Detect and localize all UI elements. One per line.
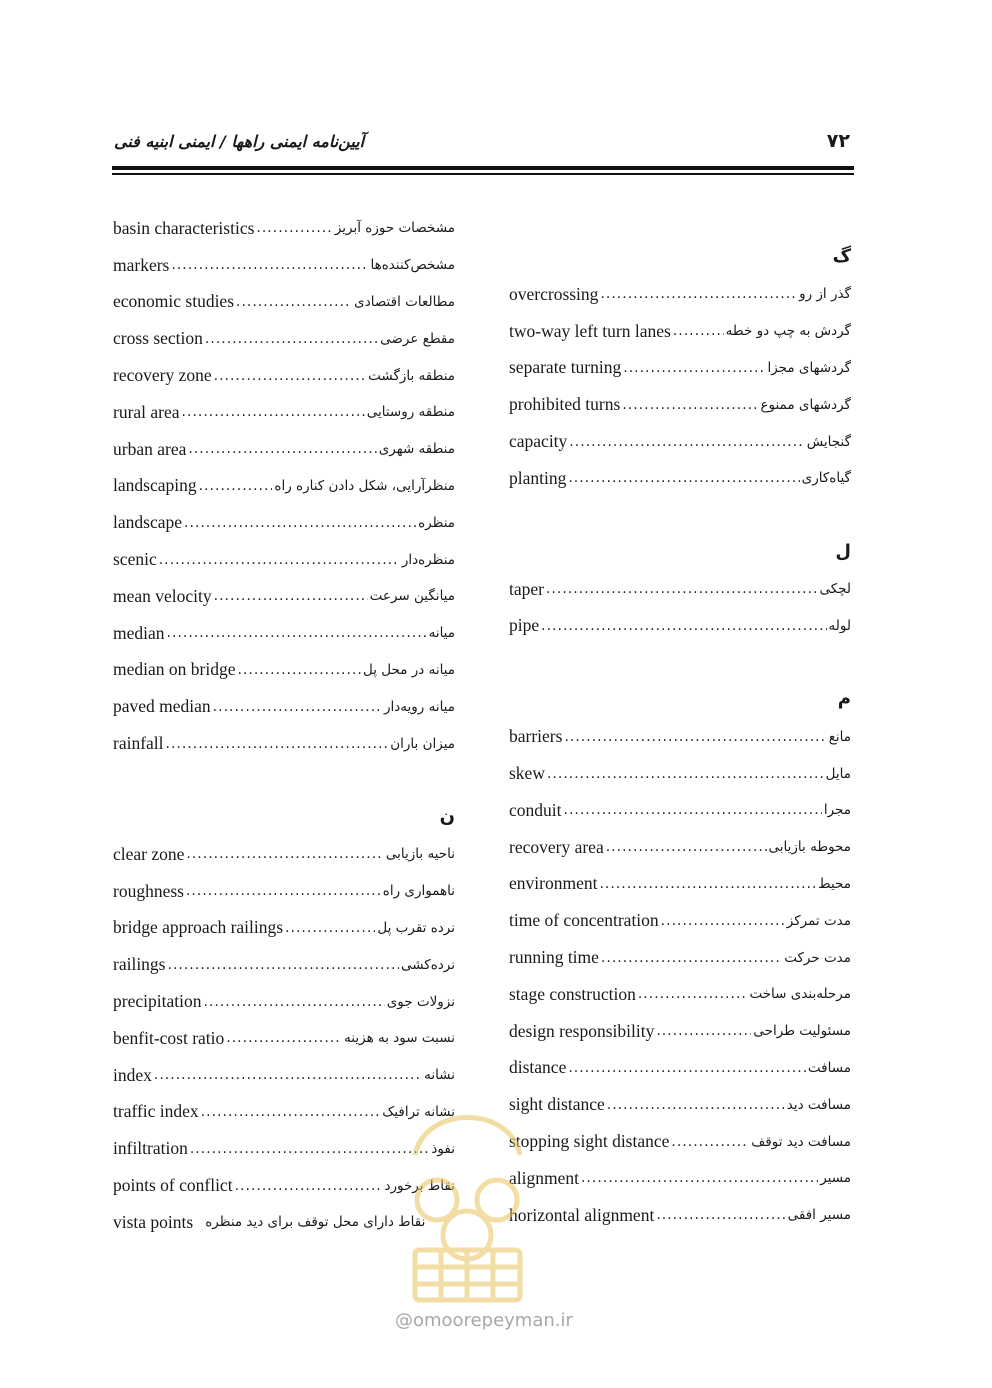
persian-term: ناهمواری راه bbox=[382, 883, 455, 900]
glossary-entry bbox=[509, 1013, 851, 1050]
persian-term: مطالعات اقتصادی bbox=[354, 293, 455, 310]
english-term: basin characteristics bbox=[113, 217, 255, 238]
persian-term: منظره‌دار bbox=[401, 551, 455, 568]
leader-dots bbox=[568, 470, 799, 486]
section-gap bbox=[113, 762, 455, 798]
persian-term: میزان باران bbox=[390, 735, 455, 752]
glossary-entry bbox=[509, 755, 851, 792]
english-term: stage construction bbox=[509, 983, 636, 1004]
english-term: barriers bbox=[509, 726, 563, 747]
persian-term: نقاط برخورد bbox=[384, 1177, 455, 1194]
leader-dots bbox=[606, 839, 767, 855]
persian-term: محیط bbox=[818, 875, 851, 892]
leader-dots bbox=[171, 257, 368, 273]
english-term: recovery area bbox=[509, 836, 604, 857]
english-term: traffic index bbox=[113, 1101, 199, 1122]
watermark-logo bbox=[385, 1085, 550, 1310]
english-term: running time bbox=[509, 947, 599, 968]
glossary-entry bbox=[509, 276, 851, 313]
english-term: railings bbox=[113, 954, 166, 975]
leader-dots bbox=[182, 404, 365, 420]
leader-dots bbox=[623, 360, 765, 376]
persian-term: مسافت bbox=[807, 1059, 851, 1076]
leader-dots bbox=[568, 1060, 806, 1076]
leader-dots bbox=[235, 1178, 383, 1194]
persian-term: میانه رویه‌دار bbox=[383, 698, 455, 715]
glossary-entry bbox=[509, 976, 851, 1013]
persian-term: منطقه روستایی bbox=[366, 404, 455, 421]
persian-term: گردش به چپ دو خطه bbox=[725, 323, 851, 340]
persian-term: نسبت سود به هزینه bbox=[344, 1030, 455, 1047]
persian-term: منطقه بازگشت bbox=[368, 367, 455, 384]
persian-term: مشخص‌کننده‌ها bbox=[370, 257, 455, 274]
glossary-entry bbox=[509, 423, 851, 460]
glossary-entry bbox=[113, 431, 455, 468]
leader-dots bbox=[541, 618, 826, 634]
leader-dots bbox=[214, 588, 368, 604]
persian-term: گیاه‌کاری bbox=[801, 470, 851, 487]
leader-dots bbox=[203, 994, 384, 1010]
english-term: conduit bbox=[509, 799, 562, 820]
english-term: clear zone bbox=[113, 843, 185, 864]
glossary-entry bbox=[113, 1020, 455, 1057]
leader-dots bbox=[205, 331, 378, 347]
english-term: cross section bbox=[113, 328, 203, 349]
leader-dots bbox=[622, 397, 758, 413]
section-letter-heading: گ bbox=[832, 246, 851, 267]
leader-dots bbox=[673, 323, 724, 339]
english-term: precipitation bbox=[113, 991, 202, 1012]
persian-term: گردشهای ممنوع bbox=[760, 396, 851, 413]
persian-term: نرده‌کشی bbox=[400, 956, 455, 973]
persian-term: گذر از رو bbox=[799, 286, 851, 303]
leader-dots bbox=[184, 515, 416, 531]
leader-dots bbox=[671, 1134, 749, 1150]
english-term: overcrossing bbox=[509, 283, 599, 304]
glossary-entry bbox=[113, 946, 455, 983]
glossary-entry bbox=[509, 829, 851, 866]
glossary-entry bbox=[113, 873, 455, 910]
persian-term: منظرآرایی، شکل دادن کناره راه bbox=[274, 477, 455, 494]
leader-dots bbox=[201, 1104, 381, 1120]
english-term: two-way left turn lanes bbox=[509, 320, 671, 341]
english-term: urban area bbox=[113, 438, 187, 459]
page-header bbox=[112, 128, 854, 178]
english-term: rural area bbox=[113, 401, 180, 422]
leader-dots bbox=[159, 552, 400, 568]
english-term: landscape bbox=[113, 512, 182, 533]
leader-dots bbox=[168, 957, 399, 973]
persian-term: ناحیه بازیابی bbox=[385, 846, 455, 863]
english-term: roughness bbox=[113, 880, 184, 901]
english-term: alignment bbox=[509, 1167, 579, 1188]
section-letter-heading: م bbox=[837, 688, 851, 710]
leader-dots bbox=[581, 1170, 818, 1186]
english-term: sight distance bbox=[509, 1094, 605, 1115]
persian-term: میانه bbox=[428, 625, 455, 642]
persian-term: گردشهای مجزا bbox=[767, 359, 851, 376]
english-term: design responsibility bbox=[509, 1020, 655, 1041]
english-term: skew bbox=[509, 763, 545, 784]
glossary-entry bbox=[509, 1050, 851, 1087]
leader-dots bbox=[547, 766, 824, 782]
persian-term: مشخصات حوزه آبریز bbox=[334, 220, 455, 237]
glossary-entry bbox=[509, 1086, 851, 1123]
persian-term: مدت حرکت bbox=[784, 949, 851, 966]
section-gap bbox=[509, 644, 851, 680]
leader-dots bbox=[237, 662, 361, 678]
leader-dots bbox=[214, 368, 367, 384]
persian-term: مقطع عرضی bbox=[380, 330, 455, 347]
glossary-entry bbox=[113, 578, 455, 615]
leader-dots bbox=[186, 883, 381, 899]
persian-term: مدت تمرکز bbox=[786, 912, 851, 929]
english-term: benfit-cost ratio bbox=[113, 1027, 225, 1048]
glossary-entry bbox=[113, 284, 455, 321]
glossary-entry bbox=[113, 394, 455, 431]
english-term: stopping sight distance bbox=[509, 1131, 670, 1152]
leader-dots bbox=[661, 913, 785, 929]
leader-dots bbox=[213, 699, 382, 715]
persian-term: مسیر افقی bbox=[787, 1207, 851, 1224]
english-term: bridge approach railings bbox=[113, 917, 284, 938]
english-term: separate turning bbox=[509, 357, 622, 378]
glossary-entry bbox=[113, 615, 455, 652]
glossary-entry bbox=[509, 350, 851, 387]
glossary-entry bbox=[509, 1123, 851, 1160]
english-term: taper bbox=[509, 578, 544, 599]
glossary-entry bbox=[113, 247, 455, 284]
leader-dots bbox=[154, 1067, 422, 1083]
glossary-entry bbox=[113, 983, 455, 1020]
english-term: scenic bbox=[113, 549, 157, 570]
glossary-entry bbox=[509, 1160, 851, 1197]
leader-dots bbox=[599, 876, 816, 892]
glossary-entry bbox=[509, 608, 851, 645]
persian-term: مایل bbox=[825, 765, 851, 782]
glossary-entry bbox=[113, 541, 455, 578]
english-term: index bbox=[113, 1064, 152, 1085]
english-term: median on bridge bbox=[113, 659, 236, 680]
leader-dots bbox=[600, 286, 797, 302]
glossary-entry bbox=[509, 571, 851, 608]
leader-dots bbox=[564, 729, 826, 745]
persian-term: نشانه bbox=[424, 1067, 455, 1084]
right-glossary-column bbox=[509, 238, 851, 1234]
english-term: median bbox=[113, 622, 165, 643]
section-letter-heading: ل bbox=[835, 540, 851, 562]
persian-term: منطقه شهری bbox=[378, 441, 455, 458]
page-number: ۷۲ bbox=[826, 130, 850, 152]
leader-dots bbox=[226, 1030, 342, 1046]
leader-dots bbox=[166, 736, 389, 752]
glossary-entry bbox=[509, 718, 851, 755]
english-term: distance bbox=[509, 1057, 567, 1078]
english-term: infiltration bbox=[113, 1138, 188, 1159]
running-title: آیین‌نامه ایمنی راهها / ایمنی ابنیه فنی bbox=[114, 132, 365, 151]
leader-dots bbox=[656, 1207, 785, 1223]
glossary-entry bbox=[509, 313, 851, 350]
glossary-entry bbox=[509, 1197, 851, 1234]
persian-term: مسیر bbox=[820, 1170, 851, 1187]
persian-term: لچکی bbox=[819, 581, 851, 598]
glossary-entry bbox=[113, 504, 455, 541]
english-term: prohibited turns bbox=[509, 394, 621, 415]
glossary-entry bbox=[113, 468, 455, 505]
persian-term: مجرا bbox=[823, 802, 851, 819]
glossary-entry bbox=[509, 792, 851, 829]
leader-dots bbox=[167, 625, 427, 641]
english-term: markers bbox=[113, 254, 170, 275]
english-term: paved median bbox=[113, 696, 211, 717]
persian-term: مسافت دید bbox=[786, 1096, 851, 1113]
glossary-entry bbox=[113, 725, 455, 762]
english-term: pipe bbox=[509, 615, 540, 636]
header-rule-thick bbox=[112, 166, 854, 170]
persian-term: منظره bbox=[418, 514, 455, 531]
english-term: landscaping bbox=[113, 475, 197, 496]
leader-dots bbox=[607, 1097, 785, 1113]
english-term: rainfall bbox=[113, 733, 164, 754]
glossary-entry bbox=[509, 866, 851, 903]
english-term: recovery zone bbox=[113, 365, 212, 386]
persian-term: مانع bbox=[828, 728, 851, 745]
persian-term: مسئولیت طراحی bbox=[753, 1023, 851, 1040]
leader-dots bbox=[188, 441, 376, 457]
english-term: vista points bbox=[113, 1211, 194, 1232]
leader-dots bbox=[601, 950, 782, 966]
leader-dots bbox=[656, 1023, 751, 1039]
header-rule-thin bbox=[112, 173, 854, 175]
persian-term: نشانه ترافیک bbox=[382, 1103, 455, 1120]
persian-term: نقاط دارای محل توقف برای دید منظره bbox=[205, 1214, 426, 1231]
english-term: time of concentration bbox=[509, 910, 659, 931]
glossary-entry bbox=[113, 652, 455, 689]
glossary-entry bbox=[113, 320, 455, 357]
leader-dots bbox=[638, 986, 748, 1002]
persian-term: نفوذ bbox=[431, 1140, 455, 1157]
glossary-entry bbox=[113, 688, 455, 725]
english-term: economic studies bbox=[113, 291, 235, 312]
persian-term: میانه در محل پل bbox=[363, 661, 455, 678]
leader-dots bbox=[564, 802, 822, 818]
english-term: planting bbox=[509, 467, 567, 488]
section-gap bbox=[509, 497, 851, 533]
persian-term: محوطه بازیابی bbox=[768, 839, 851, 856]
glossary-entry bbox=[113, 210, 455, 247]
glossary-entry bbox=[509, 902, 851, 939]
leader-dots bbox=[199, 478, 273, 494]
glossary-entry bbox=[113, 910, 455, 947]
leader-dots bbox=[186, 846, 384, 862]
persian-term: نرده تقرب پل bbox=[377, 919, 455, 936]
leader-dots bbox=[256, 220, 332, 236]
glossary-entry bbox=[509, 460, 851, 497]
english-term: environment bbox=[509, 873, 598, 894]
watermark-url: @omoorepeyman.ir bbox=[395, 1310, 573, 1331]
glossary-entry bbox=[509, 386, 851, 423]
english-term: capacity bbox=[509, 431, 568, 452]
persian-term: نزولات جوی bbox=[386, 993, 455, 1010]
persian-term: مرحله‌بندی ساخت bbox=[749, 986, 851, 1003]
leader-dots bbox=[546, 581, 817, 597]
english-term: points of conflict bbox=[113, 1175, 233, 1196]
glossary-entry bbox=[113, 836, 455, 873]
leader-dots bbox=[569, 434, 804, 450]
glossary-entry bbox=[113, 357, 455, 394]
persian-term: گنجایش bbox=[806, 433, 851, 450]
leader-dots bbox=[236, 294, 352, 310]
persian-term: لوله bbox=[828, 617, 851, 634]
persian-term: مسافت دید توقف bbox=[751, 1133, 851, 1150]
persian-term: میانگین سرعت bbox=[369, 588, 455, 605]
english-term: mean velocity bbox=[113, 585, 212, 606]
english-term: horizontal alignment bbox=[509, 1204, 655, 1225]
section-letter-heading: ن bbox=[439, 805, 455, 827]
leader-dots bbox=[285, 920, 375, 936]
glossary-entry bbox=[509, 939, 851, 976]
